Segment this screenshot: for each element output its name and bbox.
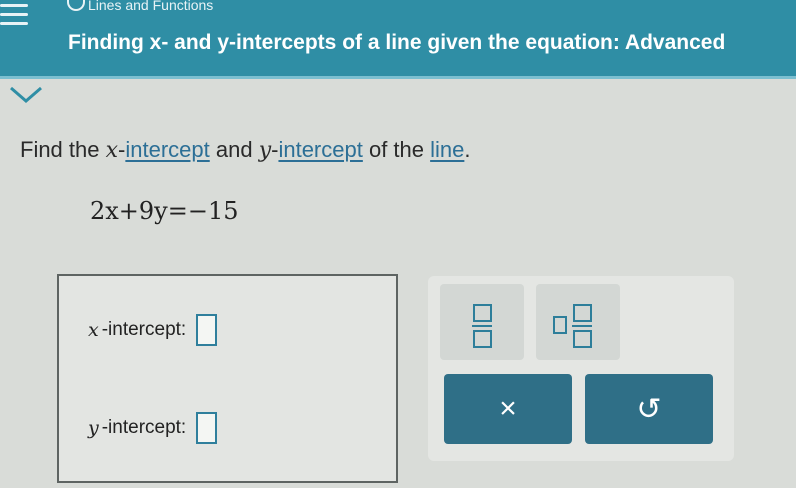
x-variable: x: [88, 319, 99, 341]
mixed-number-icon: [553, 316, 567, 334]
y-intercept-input[interactable]: [196, 412, 217, 444]
x-variable: x: [105, 138, 119, 163]
topic-label: Lines and Functions: [88, 0, 214, 13]
question-prompt: [20, 137, 471, 163]
dash: -: [271, 137, 279, 162]
clear-button[interactable]: [444, 374, 572, 444]
intercept-link-1[interactable]: intercept: [125, 137, 210, 162]
dash: -: [118, 137, 126, 162]
equation: 2x+9y=−15: [90, 197, 239, 225]
mixed-number-button[interactable]: [536, 284, 620, 360]
y-variable: y: [258, 138, 272, 163]
prompt-text: of the: [362, 137, 431, 162]
math-keypad: [428, 276, 734, 461]
x-intercept-input[interactable]: [196, 314, 217, 346]
hamburger-menu-icon[interactable]: [0, 0, 34, 30]
fraction-icon: [472, 304, 492, 348]
circle-progress-icon: [67, 0, 85, 11]
period: .: [464, 137, 471, 162]
line-link[interactable]: line: [430, 137, 465, 162]
fraction-button[interactable]: [440, 284, 524, 360]
prompt-text: and: [209, 137, 259, 162]
y-intercept-label: -intercept:: [101, 417, 187, 438]
undo-button[interactable]: [585, 374, 713, 444]
answer-panel: [57, 274, 398, 483]
y-variable: y: [88, 417, 99, 439]
mixed-number-fraction: [572, 304, 592, 348]
undo-icon: ↺: [636, 392, 662, 426]
x-intercept-label: -intercept:: [101, 319, 187, 340]
chevron-down-icon[interactable]: [8, 84, 44, 106]
prompt-text: Find the: [20, 137, 106, 162]
header-bar: [0, 0, 796, 79]
page-title: Finding x- and y-intercepts of a line given the equation: Advanced: [68, 31, 726, 54]
x-intercept-row: [88, 314, 217, 346]
close-icon: ×: [499, 392, 517, 425]
intercept-link-2[interactable]: intercept: [278, 137, 363, 162]
y-intercept-row: [88, 412, 217, 444]
